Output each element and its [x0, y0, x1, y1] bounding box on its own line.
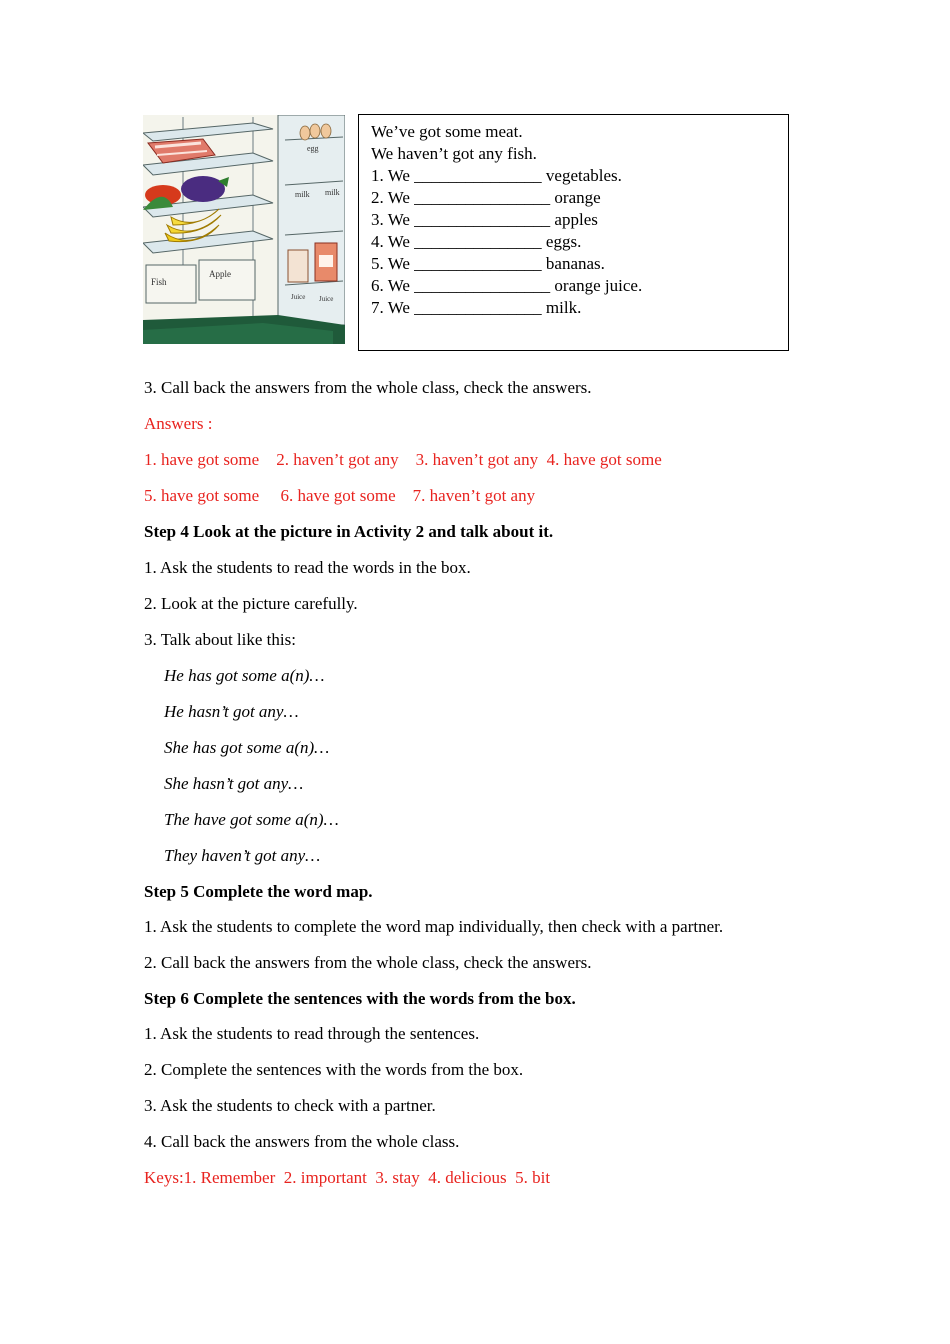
box-item-3: 3. We ________________ apples [371, 210, 598, 229]
step4-example-5: The have got some a(n)… [164, 810, 339, 829]
step5-item-1: 1. Ask the students to complete the word map individually, then check with a partner. [144, 917, 724, 936]
box-example-2: We haven’t got any fish. [371, 144, 537, 163]
answers-line-1: 1. have got some 2. haven’t got any 3. haven’t got any 4. have got some [144, 450, 662, 469]
box-item-6: 6. We ________________ orange juice. [371, 276, 643, 295]
juice-label-2: Juice [319, 295, 334, 303]
step4-example-4: She hasn’t got any… [164, 774, 304, 793]
exercise-box [358, 114, 789, 351]
box-item-1: 1. We _______________ vegetables. [371, 166, 622, 185]
step4-item-1: 1. Ask the students to read the words in the box. [144, 558, 471, 577]
step6-item-4: 4. Call back the answers from the whole class. [144, 1132, 460, 1151]
egg-label: egg [307, 144, 319, 153]
box-item-4: 4. We _______________ eggs. [371, 232, 582, 251]
step4-example-1: He has got some a(n)… [164, 666, 325, 685]
step4-example-2: He hasn’t got any… [164, 702, 299, 721]
fridge-illustration [143, 115, 345, 344]
keys-line: Keys:1. Remember 2. important 3. stay 4. delicious 5. bit [144, 1168, 551, 1187]
step5-item-2: 2. Call back the answers from the whole class, check the answers. [144, 953, 592, 972]
apple-label: Apple [209, 269, 231, 279]
box-item-5: 5. We _______________ bananas. [371, 254, 605, 273]
answers-line-2: 5. have got some 6. have got some 7. haven’t got any [144, 486, 536, 505]
answers-label: Answers : [144, 414, 213, 433]
step4-example-3: She has got some a(n)… [164, 738, 330, 757]
step3-item-3: 3. Call back the answers from the whole class, check the answers. [144, 378, 592, 397]
step4-item-3: 3. Talk about like this: [144, 630, 296, 649]
milk-label-2: milk [325, 188, 340, 197]
step4-example-6: They haven’t got any… [164, 846, 321, 865]
fish-label: Fish [151, 277, 167, 287]
box-item-2: 2. We ________________ orange [371, 188, 601, 207]
step6-item-3: 3. Ask the students to check with a partner. [144, 1096, 436, 1115]
step4-item-2: 2. Look at the picture carefully. [144, 594, 358, 613]
step4-heading: Step 4 Look at the picture in Activity 2 and talk about it. [144, 522, 554, 541]
step6-item-2: 2. Complete the sentences with the words from the box. [144, 1060, 524, 1079]
step6-item-1: 1. Ask the students to read through the sentences. [144, 1024, 480, 1043]
step6-heading: Step 6 Complete the sentences with the words from the box. [144, 989, 576, 1008]
box-example-1: We’ve got some meat. [371, 122, 523, 141]
juice-label: Juice [291, 293, 306, 301]
milk-label: milk [295, 190, 310, 199]
box-item-7: 7. We _______________ milk. [371, 298, 582, 317]
step5-heading: Step 5 Complete the word map. [144, 882, 373, 901]
